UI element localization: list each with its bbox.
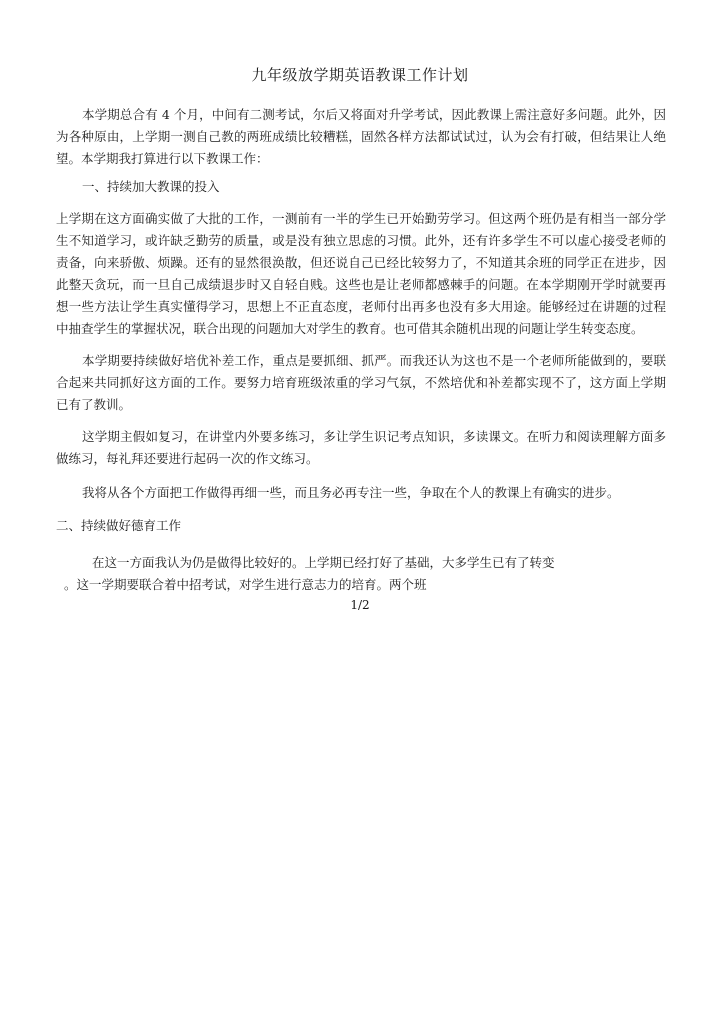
- section1-paragraph-1: 上学期在这方面确实做了大批的工作，一测前有一半的学生已开始勤劳学习。但这两个班仍是有相当一部分学生不知道学习，或许缺乏勤劳的质量，或是没有独立思虑的习惯。此外，还有许多学生不可以虚心接受老师的责备，向来骄傲、烦躁。还有的显然很涣散，但还说自己已经比较努力了，不知道其余班的同学正在进步，因此整天贪玩，而一旦自己成绩退步时又自轻自贱。这些也是让老师都感棘手的问题。在本学期刚开学时就要再想一些方法让学生真实懂得学习，思想上不正直态度，老师付出再多也没有多大用途。能够经过在讲题的过程中抽查学生的掌握状况，联合出现的问题加大对学生的教育。也可借其余随机出现的问题让学生转变态度。: [56, 211, 666, 336]
- section2-heading: 二、持续做好德育工作: [56, 518, 182, 533]
- section1-heading: 一、持续加大教课的投入: [82, 179, 220, 194]
- section1-paragraph-3: 这学期主假如复习，在讲堂内外要多练习，多让学生识记考点知识，多读课文。在听力和阅读理解方面多做练习，每礼拜还要进行起码一次的作文练习。: [56, 429, 666, 466]
- section1-paragraph-2: 本学期要持续做好培优补差工作，重点是要抓细、抓严。而我还认为这也不是一个老师所能做到的，要联合起来共同抓好这方面的工作。要努力培育班级浓重的学习气氛，不然培优和补差都实现不了，这方面上学期已有了教训。: [56, 353, 666, 412]
- section2-line-1: 在这一方面我认为仍是做得比较好的。上学期已经打好了基础，大多学生已有了转变: [92, 555, 555, 570]
- section1-paragraph-4: 我将从各个方面把工作做得再细一些，而且务必再专注一些，争取在个人的教课上有确实的进步。: [82, 485, 620, 500]
- intro-paragraph: 本学期总合有 4 个月，中间有二测考试，尔后又将面对升学考试，因此教课上需注意好多问题。此外，因为各种原由，上学期一测自己教的两班成绩比较糟糕，固然各样方法都试试过，认为会有打破，但结果让人绝望。本学期我打算进行以下教课工作：: [56, 107, 666, 166]
- document-title: 九年级放学期英语教课工作计划: [251, 66, 469, 84]
- section2-line-2: 。这一学期要联合着中招考试，对学生进行意志力的培育。两个班: [64, 577, 427, 592]
- page-number: 1/2: [350, 598, 370, 612]
